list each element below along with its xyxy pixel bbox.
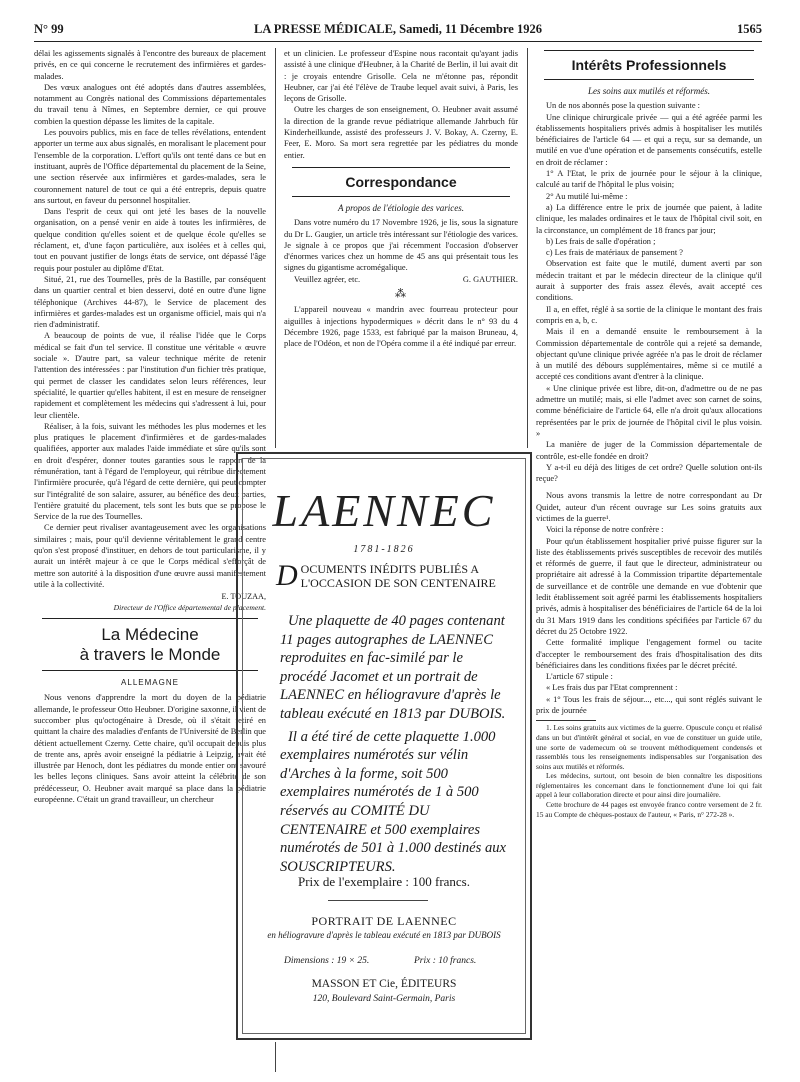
paragraph: Une clinique chirurgicale privée — qui a été agréée parmi les établissements hospitaliers privés admis à hospitaliser les mutilés bénéficiaires de l'article 64 — et qui a reçu, sur sa demande, un mutilé en vue d'une opération et de pansements consécutifs, estelle en droit de réclamer : bbox=[536, 112, 762, 167]
paragraph: Les pouvoirs publics, mis en face de telles révélations, entendent apporter un terme aux abus signalés, en moralisant le placement pour l'ensemble de la corporation. L'effort qu'ils ont tenté dans ce but en instituant, auprès de l'Office départemental du placement de la Seine, une section réservée aux infirmières et gardes-malades, sera le couronnement naturel de tout ce qui a été entrepris, depuis quatre ans surtout, en faveur du personnel hospitalier. bbox=[34, 128, 266, 205]
letter-closing: Veuillez agréer, etc. bbox=[294, 274, 361, 284]
section-header-medecine bbox=[42, 618, 258, 671]
paragraph: « 1° Tous les frais de séjour..., etc..., qui sont réglés suivant le prix de journée bbox=[536, 694, 762, 716]
journal-title: LA PRESSE MÉDICALE, Samedi, 11 Décembre 1926 bbox=[254, 22, 542, 36]
page-number: 1565 bbox=[737, 22, 762, 36]
paragraph: et un clinicien. Le professeur d'Espine nous racontait qu'ayant jadis assisté à une clinique d'Heubner, à la Charité de Berlin, il lui avait dit : je croyais entendre Grisolle. Cela ne m'étonne pas, répondit Heubner, car j'ai été l'élève de Traube lequel avait suivi, à Paris, les leçons de Grisolle. bbox=[284, 49, 518, 104]
footnote: Cette brochure de 44 pages est envoyée franco contre versement de 2 fr. 15 au Compte de chèques-postaux de l'auteur, « Paris, n° 272-28 ». bbox=[536, 800, 762, 819]
paragraph: Ce dernier peut rivaliser avantageusement avec les organisations similaires ; mais, pour qu'il devienne véritablement le grand centre qu'on s'est proposé d'instituer, en dehors de tout particularisme, il y aurait un intérêt majeur à ce que le Corps médical s'efforçât de mettre son autorité à la disposition d'une œuvre aussi manifestement utile à la collectivité. bbox=[34, 523, 266, 589]
paragraph: Réaliser, à la fois, suivant les méthodes les plus modernes et les plus pratiques le placement d'infirmières et de gardes-malades qualifiées, apporter aux malades l'aide immédiate et sûre qu'ils sont en droit d'espérer, donner toutes garanties sous le rapport de la rémunération, tant à l'égard de l'employeur, qui rétribue directement l'infirmière procurée, qu'à l'égard de cette dernière, qui peut compter sur l'intégralité de son salaire, assurer, au bénéfice des deux parties, l'entière gratuité du placement, tels sont les buts que se propose le Service de la rue des Tournelles. bbox=[34, 421, 266, 522]
ad-body-paragraph: Une plaquette de 40 pages contenant 11 pages autographes de LAENNEC reproduites en fac-similé par le procédé Jacomet et un portrait de LAENNEC en héliogravure d'après le tableau exécuté en 1813 par DUBOIS. bbox=[280, 613, 506, 722]
ad-body-paragraph: Il a été tiré de cette plaquette 1.000 exemplaires numérotés sur vélin d'Arches à la forme, soit 500 exemplaires numérotés de 1 à 500 réservés au COMITÉ DU CENTENAIRE et 500 exemplaires numérotés de 501 à 1.000 destinés aux SOUSCRIPTEURS. bbox=[280, 728, 507, 875]
paragraph: « Les frais dus par l'Etat comprennent : bbox=[546, 683, 678, 693]
footnote: 1. Les soins gratuits aux victimes de la guerre. Opuscule conçu et réalisé dans un but d'intérêt général et social, en vue de constituer un guide utile, une sorte de vademecum où se trouvent méthodiquement condensés et rassemblés tous les renseignements indispensables sur l'organisation des soins aux mutilés et réformés. bbox=[536, 723, 762, 771]
section-title-line1: La Médecine bbox=[101, 625, 199, 645]
article-subhead: A propos de l'étiologie des varices. bbox=[338, 202, 464, 213]
paragraph: Cette formalité implique l'engagement formel ou tacite d'accepter le remboursement des frais d'hospitalisation des dits bénéficiaires dans les conditions fixées par le décret précité. bbox=[536, 638, 762, 670]
ad-publisher: MASSON ET Cie, ÉDITEURS bbox=[311, 978, 457, 990]
ad-documents-heading bbox=[276, 559, 500, 592]
footnote-rule bbox=[536, 720, 596, 721]
paragraph: 1° A l'Etat, le prix de journée pour le séjour à la clinique, calculé au tarif de l'hôpital le plus voisin; bbox=[536, 169, 762, 190]
asterism: ⁂ bbox=[395, 288, 407, 301]
section-header-correspondance bbox=[292, 167, 510, 197]
paragraph: Situé, 21, rue des Tournelles, près de la Bastille, par conséquent dans un quartier central et bien desservi, doté en outre d'une ligne téléphonique (Archives 44-87), le Service de placement des infirmières et gardes-malades est un organisme officiel, mais qui n'a rien d'administratif. bbox=[34, 274, 266, 330]
signature-title: Directeur de l'Office départemental de placement. bbox=[113, 602, 266, 612]
ad-portrait-price: Prix : 10 francs. bbox=[414, 956, 477, 966]
issue-number: N° 99 bbox=[34, 22, 64, 36]
ad-portrait-subtitle: en héliogravure d'après le tableau exécuté en 1813 par DUBOIS bbox=[267, 930, 501, 940]
column-rule-2 bbox=[527, 48, 528, 448]
paragraph: Y a-t-il eu déjà des litiges de cet ordre? Quelle solution ont-ils reçue? bbox=[536, 462, 762, 484]
paragraph: 2° Au mutilé lui-même : bbox=[546, 191, 628, 201]
paragraph: Observation est faite que le mutilé, dument averti par son médecin traitant et par le médecin directeur de la clinique qu'il aurait à supporter des frais assez élevés, avait accepté ces conditions. bbox=[536, 259, 762, 303]
paragraph: b) Les frais de salle d'opération ; bbox=[546, 236, 656, 246]
paragraph: L'article 67 stipule : bbox=[546, 672, 613, 682]
column-rule-1 bbox=[275, 48, 276, 448]
signature: E. TOUZAA, bbox=[221, 592, 266, 602]
column-1 bbox=[34, 48, 266, 1073]
ad-years: 1781-1826 bbox=[353, 544, 415, 555]
paragraph: Il a, en effet, réglé à sa sortie de la clinique le montant des frais compris en a, b, c. bbox=[536, 304, 762, 325]
paragraph: délai les agissements signalés à l'encontre des bureaux de placement privés, en ce qui concerne le recrutement des infirmières et gardes-malades. bbox=[34, 49, 266, 81]
paragraph: « Une clinique privée est libre, dit-on, d'admettre ou de ne pas admettre un mutilé; mais, si elle l'admet avec son carnet de soins, comme bénéficiaire de l'article 64, elle n'a droit qu'aux allocations représentées par le prix de journée de l'hôpital civil le plus voisin. » bbox=[536, 383, 762, 438]
ad-title: LAENNEC bbox=[272, 485, 496, 536]
section-title-line2: à travers le Monde bbox=[79, 645, 221, 665]
letter-signer: G. GAUTHIER. bbox=[462, 274, 518, 284]
paragraph: La manière de juger de la Commission départementale de contrôle, est-elle fondée en droit? bbox=[536, 440, 762, 461]
section-title: Correspondance bbox=[345, 173, 457, 190]
country-heading: ALLEMAGNE bbox=[121, 678, 179, 688]
ad-documents-text: OCUMENTS INÉDITS PUBLIÉS A L'OCCASION DE SON CENTENAIRE bbox=[300, 562, 496, 590]
paragraph: Un de nos abonnés pose la question suivante : bbox=[546, 101, 700, 111]
footnote: Les médecins, surtout, ont besoin de bien connaître les dispositions réglementaires les concernant dans le fonctionnement d'une loi qui fait appel à leur collaboration directe et pour ainsi dire journalière. bbox=[536, 771, 762, 800]
paragraph: Dans l'esprit de ceux qui ont jeté les bases de la nouvelle organisation, on a pensé venir en aide à toutes les infirmières, de quelque condition qu'elles soient et de quelque école qu'elles se réclament, et, d'une façon particulière, aux isolées et à celles qui, tout en pouvant justifier de longs états de service, ont dépassé l'âge requis pour postuler au diplôme d'Etat. bbox=[34, 207, 266, 273]
letter-body: Dans votre numéro du 17 Novembre 1926, je lis, sous la signature du Dr L. Gaugier, un article très intéressant sur l'étiologie des varices. Je signale à ce propos que j'ai récemment l'occasion d'observer d'énormes varices chez un homme de 45 ans qui présentait tous les signes du gigantisme acromégalique. bbox=[284, 218, 518, 273]
paragraph: Mais il en a demandé ensuite le remboursement à la Commission départementale de contrôle qui a rejeté sa demande, objectant qu'une clinique privée agréée n'a pas le droit de réclamer à un mutilé des débours supplémentaires, même si ce mutilé a accepté ces conditions avant d'entrer à la clinique. bbox=[536, 327, 762, 382]
paragraph: Outre les charges de son enseignement, O. Heubner avait assumé la direction de la grande revue pédiatrique allemande Jahrbuch für Kinderheilkunde, assisté des professeurs J. V. Bokay, A. Czerny, E. Feer, E. Moro. Sa mort sera regrettée par les pédiatres du monde entier. bbox=[284, 105, 518, 160]
section-title: Intérêts Professionnels bbox=[571, 57, 727, 73]
header-rule bbox=[34, 41, 762, 42]
laennec-advertisement bbox=[236, 452, 532, 1040]
ad-price: Prix de l'exemplaire : 100 francs. bbox=[297, 874, 470, 889]
ad-portrait-title: PORTRAIT DE LAENNEC bbox=[311, 914, 457, 928]
paragraph: Pour qu'un établissement hospitalier privé puisse figurer sur la liste des établissements privés susceptibles de recevoir des mutilés et réformés de guerre, il faut que le directeur, administrateur ou propriétaire ait adressé à la Commission tripartite départementale de surveillance et de contrôle une demande en vue d'obtenir que ledit établissement soit agréé parmi les établissements hospitaliers privés, admis à hospitaliser des bénéficiaires de l'article 64 de la loi du 31 Mars 1919 dans les conditions spécifiées par l'article 67 du décret du 25 Octobre 1922. bbox=[536, 536, 762, 636]
paragraph: Voici la réponse de notre confrère : bbox=[546, 525, 664, 535]
ad-divider bbox=[328, 900, 428, 901]
correction-notice: L'appareil nouveau « mandrin avec fourreau protecteur pour aiguilles à injections hypodermiques » décrit dans le n° 93 du 4 Décembre 1926, page 1533, est fabriqué par la maison Bruneau, 4, place de l'Odéon, et non de l'Opéra comme il a été indiqué par erreur. bbox=[284, 305, 518, 349]
column-2 bbox=[284, 48, 518, 463]
paragraph: a) La différence entre le prix de journée que paient, à ladite clinique, les malades ordinaires et le taux de l'hôpital civil soit, en la circonstance, un complément de 18 francs par jour; bbox=[536, 202, 762, 235]
ad-address: 120, Boulevard Saint-Germain, Paris bbox=[312, 994, 456, 1004]
section-header-interets bbox=[544, 50, 754, 80]
paragraph: Des vœux analogues ont été adoptés dans d'autres assemblées, notamment au Congrès national des Commissions départementales du travail tenu à Nîmes, en Septembre dernier, ce qui prouve combien la question dépasse les limites de la capitale. bbox=[34, 82, 266, 126]
column-rule-1b bbox=[275, 1042, 276, 1072]
paragraph: c) Les frais de matériaux de pansement ? bbox=[546, 248, 683, 258]
paragraph: A beaucoup de points de vue, il réalise l'idée que le Corps médical se fait d'un tel service. Il constitue une véritable « œuvre sociale ». D'autre part, sa valeur technique mérite de retenir l'attention des intéressées : par l'institution d'un fichier très pratique, qui permet de classer les candidates selon leurs références, leur spécialité, le quartier qu'elles habitent, il est en mesure de renseigner rapidement et complètement les médecins qui s'adressent à lui, pour leur clientèle. bbox=[34, 331, 266, 420]
ad-dimensions: Dimensions : 19 × 25. bbox=[284, 956, 370, 966]
paragraph: Nous avons transmis la lettre de notre correspondant au Dr Quidet, auteur d'un récent ouvrage sur Les soins gratuits aux victimes de la guerre¹. bbox=[536, 491, 762, 523]
article-subhead: Les soins aux mutilés et réformés. bbox=[588, 86, 710, 96]
running-head bbox=[34, 22, 762, 38]
paragraph: Nous venons d'apprendre la mort du doyen de la pédiatrie allemande, le professeur Otto Heubner. D'origine saxonne, il vient de succomber plus qu'octogénaire à Dresde, où il s'était retiré en quittant la chaire des maladies d'enfants de l'Université de Berlin que détient actuellement Czerny. Cette chaire, qu'il occupait depuis plus de trente ans, après avoir enseigné la pédiatrie à Leipzig, avait été illustrée par Henoch, dont les pédiatres du monde entier ont savouré les belles leçons cliniques. Sans avoir atteint la célébrité de son prédécesseur, O. Heubner avait marqué sa place dans la pédiatrie européenne. C'était un grand travailleur, un chercheur bbox=[34, 693, 266, 805]
ad-body bbox=[280, 612, 508, 880]
letter-closing-row bbox=[284, 274, 518, 285]
drop-cap: D bbox=[276, 559, 298, 592]
column-3 bbox=[536, 48, 762, 1073]
